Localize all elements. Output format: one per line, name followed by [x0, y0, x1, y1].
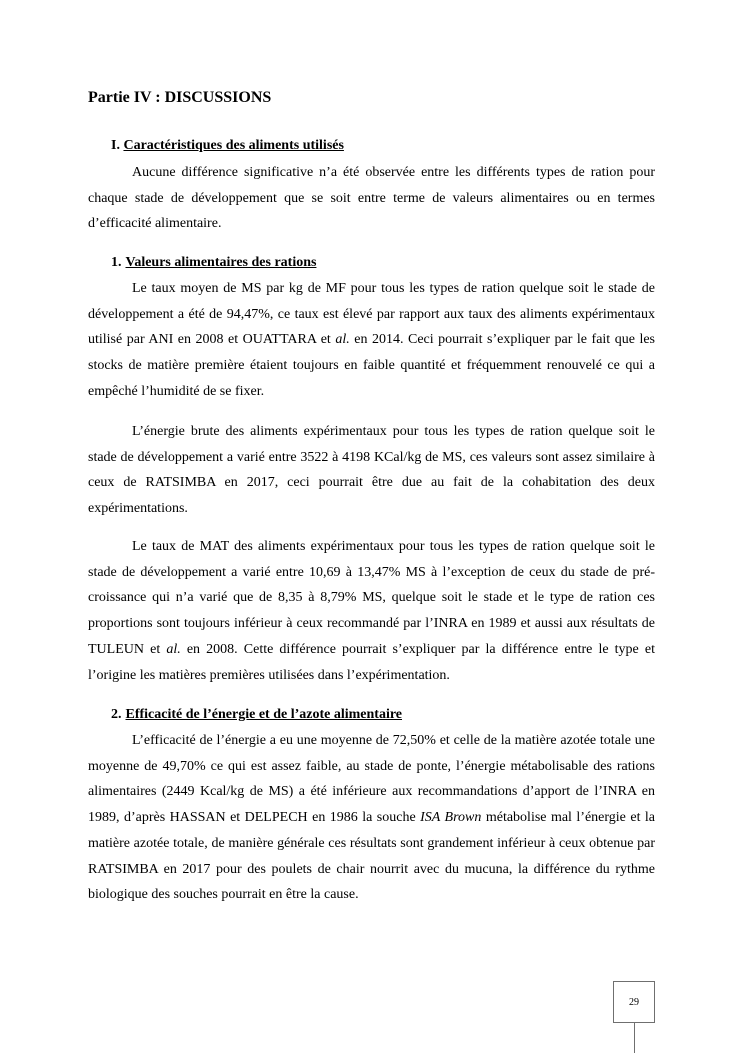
subsection-title: Valeurs alimentaires des rations — [125, 255, 317, 270]
paragraph-text: Le taux moyen de MS par kg de MF pour tous les types de ration quelque soit le stade de développement a été de 94,47%, ce taux est élevé par rapport aux taux des aliments expérimentaux utilisé par ANI en 2008 et OUATTARA et — [88, 281, 655, 348]
section-heading-caracteristiques — [111, 138, 344, 154]
italic-al: al. — [335, 332, 350, 348]
paragraph-text: en 2008. Cette différence pourrait s’expliquer par la différence entre le type et l’origine les matières premières utilisées dans l’expérimentation. — [88, 641, 655, 683]
page-number-line — [634, 1023, 635, 1053]
page-title: Partie IV : DISCUSSIONS — [88, 89, 272, 106]
section-number: I. — [111, 138, 120, 153]
paragraph-ms — [88, 276, 655, 405]
paragraph-text: Le taux de MAT des aliments expérimentaux pour tous les types de ration quelque soit le stade de développement a varié entre 10,69 à 13,47% MS à l’exception de ceux du stade de pré-croissance qui n’a varié que de 8,35 à 8,79% MS, quelque soit le stade et le type de ration ces proportions sont toujours inférieur à ceux recommandé par l’INRA en 1989 et aussi aux résultats de TULEUN et — [88, 539, 655, 657]
section-title: Caractéristiques des aliments utilisés — [123, 138, 344, 153]
paragraph-text: métabolise mal l’énergie et la matière azotée totale, de manière générale ces résultats sont grandement inférieur à ceux obtenue par RATSIMBA en 2017 pour des poulets de chair nourrit avec du mucuna, la différence du rythme biologique des souches pourrait en être la cause. — [88, 810, 656, 903]
paragraph-energie-brute: L’énergie brute des aliments expérimentaux pour tous les types de ration quelque soit le stade de développement a varié entre 3522 à 4198 KCal/kg de MS, ces valeurs sont assez similaire à ceux de RATSIMBA en 2017, ceci pourrait être due au fait de la cohabitation des deux expérimentations. — [88, 424, 655, 517]
subsection-number: 1. — [111, 255, 122, 270]
italic-isa-brown: ISA Brown — [420, 810, 482, 826]
paragraph-text: en 2014. Ceci pourrait s’expliquer par le fait que les stocks de matière première étaient toujours en faible quantité et fréquemment renouvelé ce qui a empêché l’humidité de se fixer. — [88, 332, 655, 399]
paragraph-efficacite — [88, 728, 655, 908]
subsection-number: 2. — [111, 707, 122, 722]
paragraph-intro: Aucune différence significative n’a été observée entre les différents types de ration pour chaque stade de développement que se soit entre terme de valeurs alimentaires ou en termes d’efficacité alimentaire. — [88, 165, 655, 232]
paragraph-mat — [88, 534, 655, 688]
paragraph-text: L’efficacité de l’énergie a eu une moyenne de 72,50% et celle de la matière azotée totale une moyenne de 49,70% ce qui est assez faible, au stade de ponte, l’énergie métabolisable des rations alimentaires (2449 Kcal/kg de MS) a été inférieure aux recommandations d’apport de l’INRA en 1989, d’après HASSAN et DELPECH en 1986 la souche — [88, 733, 655, 826]
subsection-heading-efficacite — [111, 707, 402, 723]
subsection-heading-valeurs — [111, 255, 316, 271]
subsection-title: Efficacité de l’énergie et de l’azote alimentaire — [125, 707, 403, 722]
italic-al: al. — [166, 641, 181, 657]
page-number: 29 — [613, 981, 655, 1023]
